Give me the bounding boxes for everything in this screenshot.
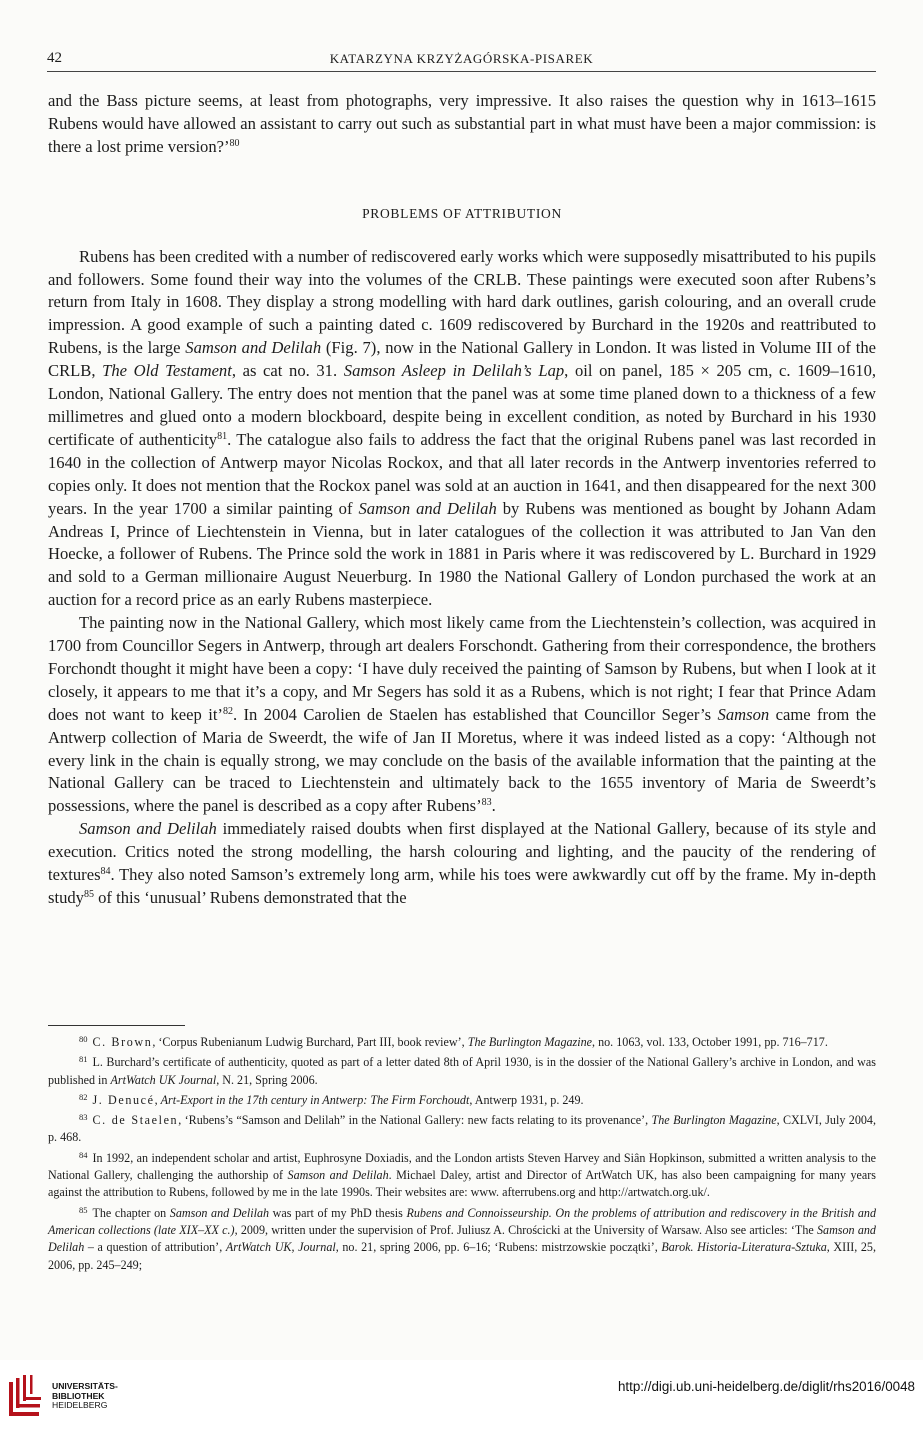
footnote-80: $^{80}$ C. Brown, ‘Corpus Rubenianum Ludwig Burchard, Part III, book review’, The Burlington Magazine, no. 1063, vol. 133, October 1991, pp. 716–717. <box>79 1034 828 1049</box>
footnote-82: $^{82}$ J. Denucé, Art-Export in the 17th century in Antwerp: The Firm Forchoudt, Antwerp 1931, p. 249. <box>79 1091 584 1107</box>
paragraph-3: Samson and Delilah immediately raised doubts when first displayed at the National Gallery, because of its style and execution. Critics noted the strong modelling, the harsh colouring and lighting, and the paucity of the rendering of textures$^{84}$. They also noted Samson’s extremely long arm, while his toes were awkwardly cut off by the frame. My in-depth study$^{85}$ of this ‘unusual’ Rubens demonstrated that the <box>48 819 877 907</box>
footnote-ref-83[interactable]: 83 <box>481 797 492 809</box>
footnote-ref-80[interactable]: 80 <box>229 137 240 149</box>
viewer-footer <box>0 1360 923 1434</box>
library-name: UNIVERSITÄTS- BIBLIOTHEK HEIDELBERG <box>52 1381 118 1411</box>
paragraph-continued: and the Bass picture seems, at least from photographs, very impressive. It also raises the question why in 1613–1615 Rubens would have allowed an assistant to carry out such as substantial part in what must have been a major commission: is there a lost prime version?’$^{80}$ <box>48 91 876 156</box>
university-library-logo-icon[interactable] <box>8 1374 44 1418</box>
footnote-ref-84[interactable]: 84 <box>100 866 111 878</box>
paragraph-1: Rubens has been credited with a number of rediscovered early works which were supposedly misattributed to his pupils and followers. Some found their way into the volumes of the CRLB. These paintings were executed soon after Rubens’s return from Italy in 1608. They display a strong modelling with hard dark outlines, garish colouring, and an overall crude impression. A good example of such a painting dated c. 1609 rediscovered by Burchard in the 1920s and reattributed to Rubens, is the large Samson and Delilah (Fig. 7), now in the National Gallery in London. It was listed in Volume III of the CRLB, The Old Testament, as cat no. 31. Samson Asleep in Delilah’s Lap, oil on panel, 185 × 205 cm, c. 1609–1610, London, National Gallery. The entry does not mention that the panel was at some time planed down to a thickness of a few millimetres and glued onto a modern blockboard, despite being in excellent condition, as noted by Burchard in his 1930 certificate of authenticity$^{81}$. The catalogue also fails to address the fact that the original Rubens panel was last recorded in 1640 in the collection of Antwerp mayor Nicolas Rockox, and that all later records in the Antwerp inventories referred to copies only. It does not mention that the Rockox panel was sold at an auction in 1641, and then disappeared for the next 300 years. In the year 1700 a similar painting of Samson and Delilah by Rubens was mentioned as bought by Johann Adam Andreas I, Prince of Liechtenstein in Vienna, but in later catalogues of the collection it was attributed to Jan Van den Hoecke, a follower of Rubens. The Prince sold the work in 1881 in Paris where it was rediscovered by L. Burchard in 1929 and sold to a German millionaire August Neuerburg. In 1980 the National Gallery of London purchased the work at an auction for a record price as an early Rubens masterpiece. <box>48 246 877 610</box>
footnote-rule <box>48 1025 185 1026</box>
footnote-ref-81[interactable]: 81 <box>217 430 228 442</box>
permalink-url[interactable]: http://digi.ub.uni-heidelberg.de/diglit/rhs2016/0048 <box>617 1379 915 1394</box>
section-heading: PROBLEMS OF ATTRIBUTION <box>362 205 562 221</box>
running-head: KATARZYNA KRZYŻAGÓRSKA-PISAREK <box>329 51 594 66</box>
footnote-ref-82[interactable]: 82 <box>222 705 233 717</box>
footnote-85: $^{85}$ The chapter on Samson and Delilah was part of my PhD thesis Rubens and Connoisseurship. On the problems of attribution and rediscovery in the British and American collections (late XIX–XX c.), 2009, written under the supervision of Prof. Juliusz A. Chrościcki at the University of Warsaw. Also see articles: ‘The Samson and Delilah – a question of attribution’, ArtWatch UK, Journal, no. 21, spring 2006, pp. 6–16; ‘Rubens: mistrzowskie początki’, Barok. Historia-Literatura-Sztuka, XIII, 25, 2006, pp. 245–249; <box>48 1204 876 1272</box>
footnote-81: $^{81}$ L. Burchard’s certificate of authenticity, quoted as part of a letter dated 8th of April 1930, is in the dossier of the National Gallery’s archive in London, and was published in ArtWatch UK Journal, N. 21, Spring 2006. <box>48 1054 876 1087</box>
footnote-ref-85[interactable]: 85 <box>83 889 94 900</box>
header-rule <box>47 71 876 72</box>
page-header <box>47 50 876 70</box>
footnote-83: $^{83}$ C. de Staelen, ‘Rubens’s “Samson and Delilah” in the National Gallery: new facts relating to its provenance’, The Burlington Magazine, CXLVI, July 2004, p. 468. <box>48 1112 876 1145</box>
footnote-84: $^{84}$ In 1992, an independent scholar and artist, Euphrosyne Doxiadis, and the London artists Steven Harvey and Siân Hopkinson, submitted a written analysis to the National Gallery, challenging the authorship of Samson and Delilah. Michael Daley, artist and Director of ArtWatch UK, has also been campaigning for many years against the attribution to Rubens, followed by me in the late 1990s. Their websites are: www. afterrubens.org and http://artwatch.org.uk/. <box>48 1149 876 1200</box>
page-number: 42 <box>47 50 62 66</box>
paragraph-2: The painting now in the National Gallery, which most likely came from the Liechtenstein’s collection, was acquired in 1700 from Councillor Segers in Antwerp, through art dealers Forschondt. Gathering from their correspondence, the brothers Forchondt thought it might have been a copy: ‘I have duly received the painting of Samson by Rubens, but when I look at it closely, it appears to me that it’s a copy, and Mr Segers has sold it as a Rubens, which is not right; I fear that Prince Adam does not want to keep it’$^{82}$. In 2004 Carolien de Staelen has established that Councillor Seger’s Samson came from the Antwerp collection of Maria de Sweerdt, the wife of Jan II Moretus, where it was indeed listed as a copy: ‘Although not every link in the chain is equally strong, we may conclude on the basis of the available information that the painting at the National Gallery can be traced to Liechtenstein and ultimately back to the 1655 inventory of Maria de Sweerdt’s possessions, where the panel is described as a copy after Rubens’$^{83}$. <box>48 613 876 816</box>
footnotes <box>48 1031 876 1274</box>
main-text <box>48 90 876 910</box>
